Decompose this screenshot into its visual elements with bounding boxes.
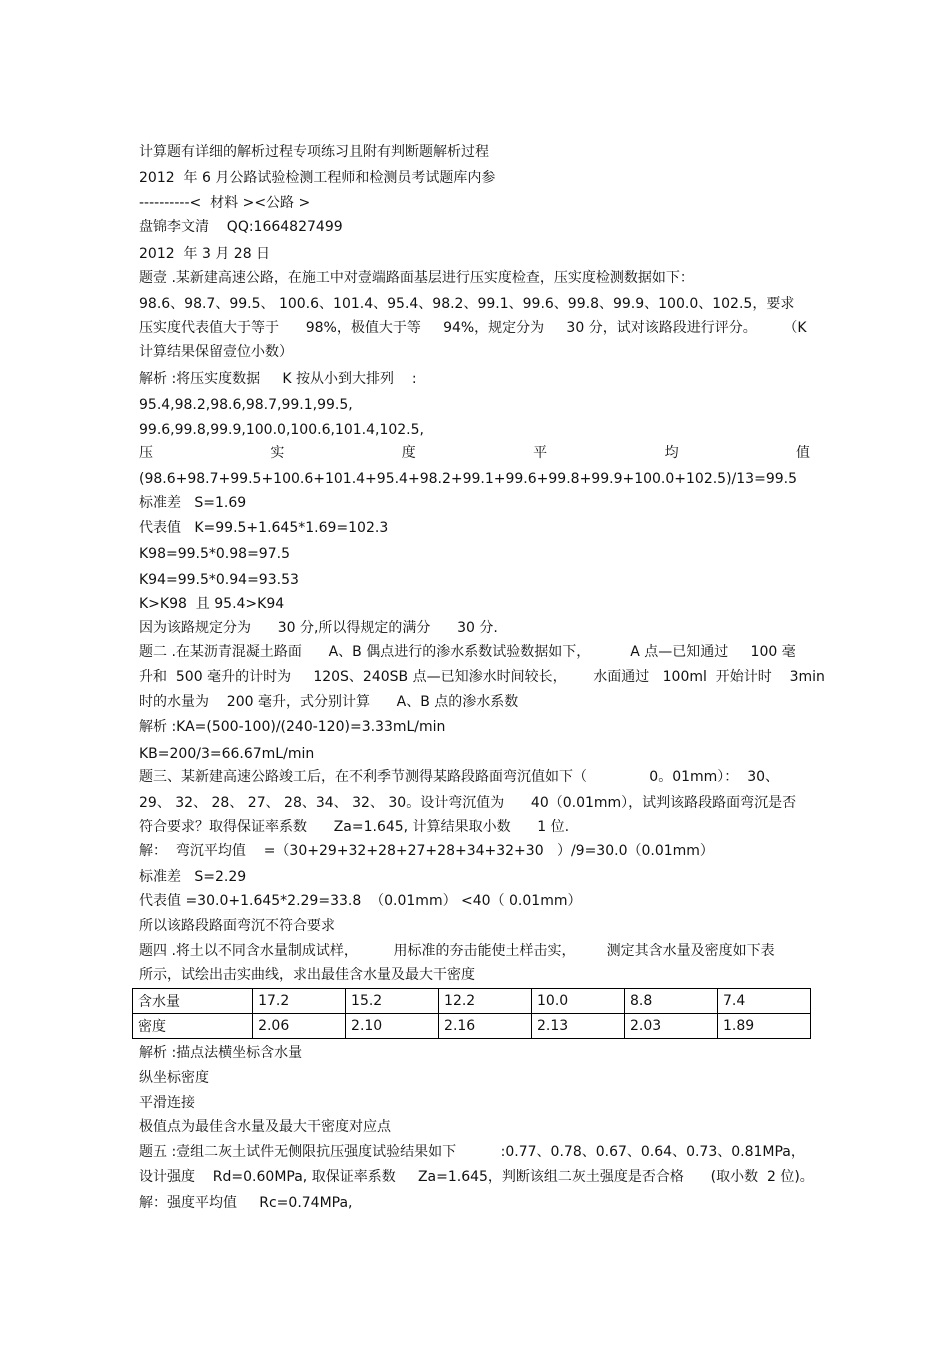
date-line: 2012 年 3 月 28 日 (139, 246, 271, 262)
q1-mean-label (139, 444, 810, 462)
q1-std: 标准差 S=1.69 (139, 495, 247, 511)
q1-statement: 题壹 .某新建高速公路，在施工中对壹端路面基层进行压实度检查，压实度检测数据如下： (139, 270, 694, 286)
q1-compare: K>K98 且 95.4>K94 (139, 596, 285, 612)
q4-analysis: 解析 :描点法横坐标含水量 (139, 1045, 303, 1061)
q3-conclusion: 所以该路段路面弯沉不符合要求 (139, 918, 335, 934)
q4-smooth: 平滑连接 (139, 1095, 195, 1111)
q5-statement: 题五 :壹组二灰土试件无侧限抗压强度试验结果如下 :0.77、0.78、0.67、0.64、0.73、0.81MPa， (139, 1144, 805, 1160)
table-cell: 8.8 (625, 989, 718, 1014)
q4-statement: 题四 .将土以不同含水量制成试样， 用标准的夯击能使土样击实， 测定其含水量及密度如下表 (139, 943, 775, 959)
table-cell: 2.06 (253, 1014, 346, 1039)
table-cell: 密度 (133, 1014, 253, 1039)
table-cell: 12.2 (439, 989, 532, 1014)
author-line: 盘锦李文清 QQ:1664827499 (139, 219, 343, 235)
q1-data: 98.6、98.7、99.5、 100.6、101.4、95.4、98.2、99.1、99.6、99.8、99.9、100.0、102.5，要求 (139, 296, 795, 312)
table-cell: 2.16 (439, 1014, 532, 1039)
spread-char: 度 (401, 445, 416, 461)
q4-statement-cont: 所示，试绘出击实曲线，求出最佳含水量及最大干密度 (139, 967, 475, 983)
q1-sorted-1: 95.4,98.2,98.6,98.7,99.1,99.5, (139, 397, 353, 413)
q1-conclusion: 因为该路规定分为 30 分,所以得规定的满分 30 分. (139, 620, 498, 636)
q2-analysis-ka: 解析 :KA=(500-100)/(240-120)=3.33mL/min (139, 719, 446, 735)
table-cell: 1.89 (717, 1014, 810, 1039)
doc-subheading: 2012 年 6 月公路试验检测工程师和检测员考试题库内参 (139, 170, 496, 186)
q3-statement: 题三、某新建高速公路竣工后，在不利季节测得某路段路面弯沉值如下（ 0。01mm）： 30、 (139, 769, 780, 785)
q2-statement-end: 时的水量为 200 毫升，式分别计算 A、B 点的渗水系数 (139, 694, 519, 710)
doc-heading: 计算题有详细的解析过程专项练习且附有判断题解析过程 (139, 144, 489, 160)
table-cell: 2.10 (346, 1014, 439, 1039)
table-cell: 10.0 (532, 989, 625, 1014)
table-cell: 17.2 (253, 989, 346, 1014)
spread-char: 值 (795, 445, 810, 461)
table-cell: 7.4 (717, 989, 810, 1014)
spread-char: 均 (664, 445, 679, 461)
q4-extremum: 极值点为最佳含水量及最大干密度对应点 (139, 1119, 391, 1135)
q1-k94: K94=99.5*0.94=93.53 (139, 572, 299, 588)
q2-kb: KB=200/3=66.67mL/min (139, 746, 315, 762)
q1-sorted-2: 99.6,99.8,99.9,100.0,100.6,101.4,102.5, (139, 422, 424, 438)
spread-char: 实 (270, 445, 285, 461)
table-cell: 15.2 (346, 989, 439, 1014)
q5-mean: 解：强度平均值 Rc=0.74MPa, (139, 1195, 353, 1211)
q1-analysis: 解析 :将压实度数据 K 按从小到大排列 : (139, 371, 417, 387)
table-row (133, 989, 811, 1014)
q5-statement-cont: 设计强度 Rd=0.60MPa, 取保证率系数 Za=1.645，判断该组二灰土强度是否合格 (取小数 2 位)。 (139, 1169, 814, 1185)
spread-char: 平 (533, 445, 548, 461)
q3-mean: 解： 弯沉平均值 =（30+29+32+28+27+28+34+32+30 ）/9=30.0（0.01mm） (139, 843, 714, 859)
compaction-table (132, 988, 811, 1039)
q3-representative: 代表值 =30.0+1.645*2.29=33.8 （0.01mm） <40（ 0.01mm） (139, 893, 582, 909)
q1-k98: K98=99.5*0.98=97.5 (139, 546, 290, 562)
category-line: ----------< 材料 ><公路 > (139, 195, 311, 211)
table-row (133, 1014, 811, 1039)
table-cell: 含水量 (133, 989, 253, 1014)
q2-statement-cont: 升和 500 毫升的计时为 120S、240SB 点—已知渗水时间较长， 水面通过 100ml 开始计时 3min (139, 669, 825, 685)
spread-char: 压 (139, 445, 153, 461)
q4-axis-y: 纵坐标密度 (139, 1070, 209, 1086)
table-cell: 2.03 (625, 1014, 718, 1039)
q2-statement: 题二 .在某沥青混凝土路面 A、B 偶点进行的渗水系数试验数据如下， A 点—已知通过 100 毫 (139, 644, 796, 660)
q1-representative: 代表值 K=99.5+1.645*1.69=102.3 (139, 520, 389, 536)
q3-std: 标准差 S=2.29 (139, 869, 247, 885)
q1-requirement: 压实度代表值大于等于 98%，极值大于等 94%，规定分为 30 分，试对该路段进行评分。 （K (139, 320, 807, 336)
table-cell: 2.13 (532, 1014, 625, 1039)
q3-statement-end: 符合要求？取得保证率系数 Za=1.645, 计算结果取小数 1 位. (139, 819, 570, 835)
q3-statement-cont: 29、 32、 28、 27、 28、34、 32、 30。设计弯沉值为 40（0.01mm），试判该路段路面弯沉是否 (139, 795, 797, 811)
q1-mean-formula: (98.6+98.7+99.5+100.6+101.4+95.4+98.2+99.1+99.6+99.8+99.9+100.0+102.5)/13=99.5 (139, 471, 797, 487)
q1-requirement-cont: 计算结果保留壹位小数） (139, 344, 293, 360)
